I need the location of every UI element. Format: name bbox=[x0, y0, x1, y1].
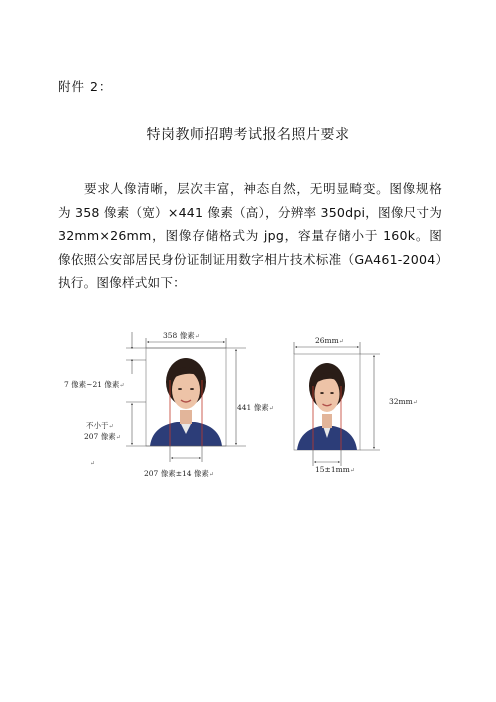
right-photo bbox=[294, 354, 360, 450]
right-face-width-label: 15±1mm↵ bbox=[315, 465, 355, 474]
stray-mark: ↵ bbox=[90, 460, 96, 467]
photo-spec-figure bbox=[0, 330, 496, 500]
attachment-label: 附件 2： bbox=[58, 79, 113, 94]
left-face bbox=[172, 371, 200, 409]
left-photo bbox=[146, 348, 226, 446]
figure-graphics bbox=[0, 330, 496, 500]
right-width-label: 26mm↵ bbox=[315, 336, 344, 345]
page-title: 特岗教师招聘考试报名照片要求 bbox=[146, 127, 350, 143]
chin-label-line1: 不小于↵ bbox=[86, 421, 114, 430]
left-width-label: 358 像素↵ bbox=[163, 331, 200, 340]
head-margin-label: 7 像素~21 像素↵ bbox=[64, 380, 125, 389]
face-width-label: 207 像素±14 像素↵ bbox=[144, 469, 214, 478]
right-height-label: 32mm↵ bbox=[389, 397, 418, 406]
left-height-label: 441 像素↵ bbox=[237, 403, 274, 412]
requirements-paragraph: 要求人像清晰，层次丰富，神态自然，无明显畸变。图像规格为 358 像素（宽）×441 像素（高），分辨率 350dpi，图像尺寸为 32mm×26mm，图像存储格式为 jpg，容量存储小于 160k。图像依照公安部居民身份证制证用数字相片技术标准（GA461-2004）执行。图像样式如下： bbox=[58, 181, 442, 290]
left-neck bbox=[180, 410, 192, 424]
chin-label-line2: 207 像素↵ bbox=[84, 432, 121, 441]
